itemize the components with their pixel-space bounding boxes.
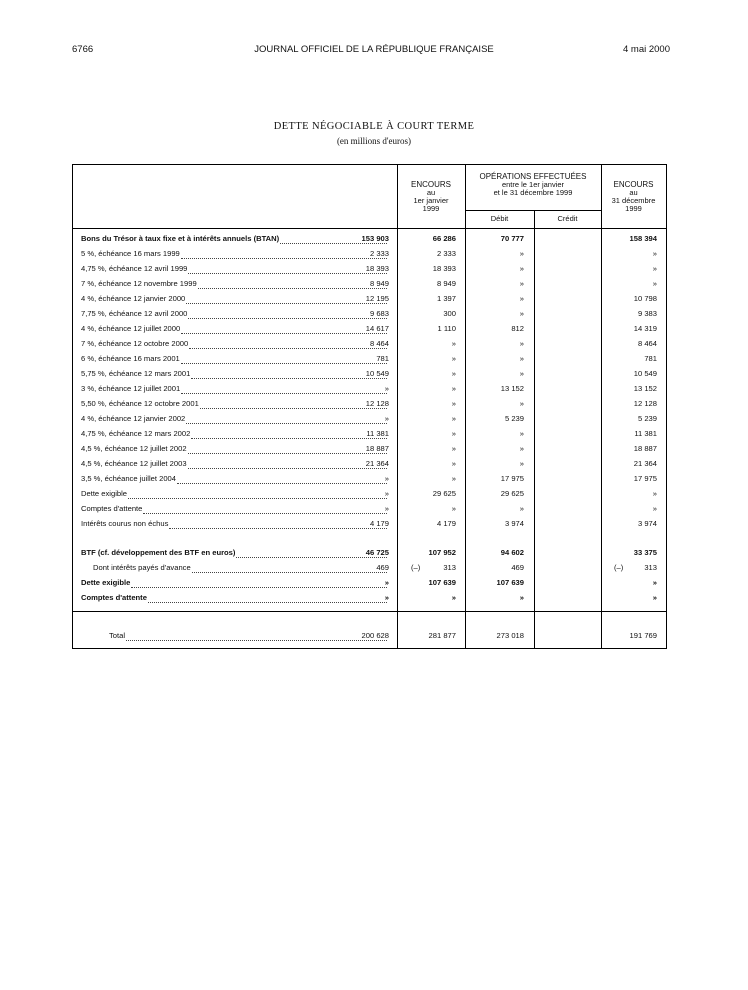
cell-debit: » bbox=[451, 474, 456, 483]
leader-dots bbox=[186, 294, 387, 304]
cell-debit: 29 625 bbox=[432, 489, 456, 498]
cell-end: » bbox=[652, 504, 657, 513]
table-row bbox=[73, 457, 668, 471]
cell-credit: » bbox=[519, 279, 524, 288]
cell-start: 781 bbox=[376, 354, 389, 363]
cell-credit: » bbox=[519, 504, 524, 513]
leader-dots bbox=[181, 384, 387, 394]
cell-debit: 107 639 bbox=[428, 578, 456, 587]
header-encours-end: ENCOURS au 31 décembre 1999 bbox=[611, 180, 656, 213]
cell-credit: » bbox=[519, 264, 524, 273]
table-row bbox=[73, 412, 668, 426]
table-row bbox=[73, 262, 668, 276]
cell-start: 2 333 bbox=[369, 249, 389, 258]
table-row bbox=[73, 502, 668, 516]
cell-debit: » bbox=[451, 429, 456, 438]
table-row bbox=[73, 292, 668, 306]
cell-debit: 1 397 bbox=[436, 294, 456, 303]
cell-start: 11 381 bbox=[366, 429, 389, 438]
header-credit: Crédit bbox=[557, 214, 578, 223]
table-row bbox=[73, 322, 668, 336]
leader-dots bbox=[192, 563, 387, 573]
cell-start: 14 617 bbox=[365, 324, 389, 333]
negative-sign: (–) bbox=[614, 563, 624, 572]
row-label: Dont intérêts payés d'avance bbox=[81, 561, 391, 575]
table-row bbox=[73, 427, 668, 441]
leader-dots bbox=[191, 429, 387, 439]
leader-dots bbox=[189, 339, 387, 349]
cell-start: » bbox=[384, 489, 389, 498]
cell-start: 18 887 bbox=[365, 444, 389, 453]
cell-debit: 313 bbox=[443, 563, 456, 572]
cell-debit: » bbox=[451, 384, 456, 393]
cell-end: 158 394 bbox=[629, 234, 657, 243]
cell-end: 313 bbox=[644, 563, 657, 572]
cell-start: 21 364 bbox=[365, 459, 389, 468]
leader-dots bbox=[169, 519, 387, 529]
cell-debit: 300 bbox=[443, 309, 456, 318]
row-label: 7,75 %, échéance 12 avril 2000 bbox=[81, 307, 391, 321]
debt-table bbox=[72, 164, 667, 649]
journal-title: JOURNAL OFFICIEL DE LA RÉPUBLIQUE FRANÇAISE bbox=[254, 44, 494, 55]
cell-end: 9 383 bbox=[637, 309, 657, 318]
cell-start: » bbox=[384, 578, 389, 587]
row-label: 4 %, échéance 12 janvier 2000 bbox=[81, 292, 391, 306]
cell-start: » bbox=[384, 384, 389, 393]
page-number: 6766 bbox=[72, 44, 94, 55]
cell-credit: 469 bbox=[511, 563, 524, 572]
table-row bbox=[73, 247, 668, 261]
cell-debit: » bbox=[451, 504, 456, 513]
leader-dots bbox=[186, 414, 387, 424]
leader-dots bbox=[181, 249, 387, 259]
table-row bbox=[73, 517, 668, 531]
cell-credit: » bbox=[519, 369, 524, 378]
table-row bbox=[73, 472, 668, 486]
row-label: 5,50 %, échéance 12 octobre 2001 bbox=[81, 397, 391, 411]
cell-credit: 812 bbox=[511, 324, 524, 333]
cell-credit: » bbox=[519, 339, 524, 348]
document-title: DETTE NÉGOCIABLE À COURT TERME bbox=[273, 121, 475, 132]
cell-debit: » bbox=[451, 414, 456, 423]
cell-start: » bbox=[384, 593, 389, 602]
row-label: 3 %, échéance 12 juillet 2001 bbox=[81, 382, 391, 396]
cell-debit: » bbox=[451, 459, 456, 468]
leader-dots bbox=[126, 631, 387, 641]
table-row bbox=[73, 277, 668, 291]
cell-credit: » bbox=[519, 309, 524, 318]
cell-end: 3 974 bbox=[637, 519, 657, 528]
table-row bbox=[73, 442, 668, 456]
cell-credit: » bbox=[519, 249, 524, 258]
cell-debit: 66 286 bbox=[432, 234, 456, 243]
cell-start: 200 628 bbox=[361, 631, 389, 640]
cell-debit: » bbox=[451, 369, 456, 378]
leader-dots bbox=[181, 354, 387, 364]
row-label: 4,75 %, échéance 12 avril 1999 bbox=[81, 262, 391, 276]
cell-start: » bbox=[384, 504, 389, 513]
leader-dots bbox=[188, 444, 387, 454]
cell-end: 17 975 bbox=[633, 474, 657, 483]
row-label: 5 %, échéance 16 mars 1999 bbox=[81, 247, 391, 261]
leader-dots bbox=[177, 474, 387, 484]
cell-credit: » bbox=[519, 294, 524, 303]
publication-date: 4 mai 2000 bbox=[622, 44, 670, 55]
header-operations: OPÉRATIONS EFFECTUÉES entre le 1er janvier et le 31 décembre 1999 bbox=[479, 172, 587, 197]
table-row bbox=[73, 487, 668, 501]
row-label: 7 %, échéance 12 octobre 2000 bbox=[81, 337, 391, 351]
cell-end: » bbox=[652, 279, 657, 288]
table-row bbox=[73, 352, 668, 366]
leader-dots bbox=[131, 578, 387, 588]
cell-credit: 94 602 bbox=[500, 548, 524, 557]
row-label: 4 %, échéance 12 janvier 2002 bbox=[81, 412, 391, 426]
cell-debit: 18 393 bbox=[432, 264, 456, 273]
header-debit: Débit bbox=[490, 214, 509, 223]
cell-end: 8 464 bbox=[637, 339, 657, 348]
row-label: Dette exigible bbox=[81, 576, 391, 590]
cell-end: » bbox=[652, 264, 657, 273]
cell-debit: » bbox=[451, 399, 456, 408]
leader-dots bbox=[143, 504, 387, 514]
cell-debit: 107 952 bbox=[428, 548, 456, 557]
cell-end: 11 381 bbox=[634, 429, 657, 438]
cell-end: 10 798 bbox=[633, 294, 657, 303]
cell-end: 781 bbox=[644, 354, 657, 363]
cell-debit: 4 179 bbox=[436, 519, 456, 528]
cell-debit: 1 110 bbox=[437, 324, 456, 333]
row-label: Bons du Trésor à taux fixe et à intérêts annuels (BTAN) bbox=[81, 232, 391, 246]
table-body bbox=[73, 165, 668, 650]
cell-credit: » bbox=[519, 593, 524, 602]
table-row bbox=[73, 307, 668, 321]
row-label: Comptes d'attente bbox=[81, 591, 391, 605]
cell-debit: » bbox=[451, 339, 456, 348]
cell-end: 21 364 bbox=[633, 459, 657, 468]
cell-credit: » bbox=[519, 444, 524, 453]
cell-end: 10 549 bbox=[633, 369, 657, 378]
negative-sign: (–) bbox=[411, 563, 421, 572]
cell-debit: 2 333 bbox=[436, 249, 456, 258]
cell-credit: 3 974 bbox=[504, 519, 524, 528]
cell-end: 18 887 bbox=[633, 444, 657, 453]
cell-start: 8 949 bbox=[369, 279, 389, 288]
cell-start: » bbox=[384, 474, 389, 483]
row-label: 4,5 %, échéance 12 juillet 2003 bbox=[81, 457, 391, 471]
cell-start: » bbox=[384, 414, 389, 423]
leader-dots bbox=[188, 264, 387, 274]
cell-end: 5 239 bbox=[637, 414, 657, 423]
cell-start: 469 bbox=[376, 563, 389, 572]
cell-end: 12 128 bbox=[633, 399, 657, 408]
cell-start: 153 903 bbox=[361, 234, 389, 243]
cell-credit: 273 018 bbox=[496, 631, 524, 640]
cell-end: » bbox=[652, 593, 657, 602]
cell-end: 13 152 bbox=[633, 384, 657, 393]
row-label: 3,5 %, échéance juillet 2004 bbox=[81, 472, 391, 486]
cell-debit: 281 877 bbox=[428, 631, 456, 640]
cell-credit: 107 639 bbox=[496, 578, 524, 587]
cell-credit: » bbox=[519, 399, 524, 408]
table-row bbox=[73, 591, 668, 605]
row-label: Dette exigible bbox=[81, 487, 391, 501]
table-row bbox=[73, 576, 668, 590]
row-label: Comptes d'attente bbox=[81, 502, 391, 516]
leader-dots bbox=[188, 459, 387, 469]
table-row bbox=[73, 546, 668, 560]
cell-end: 191 769 bbox=[629, 631, 657, 640]
cell-start: 46 725 bbox=[365, 548, 389, 557]
row-label: 7 %, échéance 12 novembre 1999 bbox=[81, 277, 391, 291]
cell-start: 9 683 bbox=[369, 309, 389, 318]
cell-debit: » bbox=[451, 593, 456, 602]
cell-credit: 70 777 bbox=[500, 234, 524, 243]
cell-start: 8 464 bbox=[369, 339, 389, 348]
row-label: Total bbox=[81, 629, 391, 643]
cell-credit: » bbox=[519, 354, 524, 363]
total-row bbox=[73, 629, 668, 643]
cell-debit: » bbox=[451, 444, 456, 453]
cell-debit: » bbox=[451, 354, 456, 363]
leader-dots bbox=[198, 279, 387, 289]
leader-dots bbox=[191, 369, 387, 379]
leader-dots bbox=[200, 399, 387, 409]
table-row bbox=[73, 397, 668, 411]
cell-credit: 29 625 bbox=[500, 489, 524, 498]
cell-credit: » bbox=[519, 459, 524, 468]
leader-dots bbox=[128, 489, 387, 499]
cell-credit: » bbox=[519, 429, 524, 438]
leader-dots bbox=[181, 324, 387, 334]
cell-end: » bbox=[652, 578, 657, 587]
cell-end: 14 319 bbox=[633, 324, 657, 333]
cell-end: » bbox=[652, 489, 657, 498]
row-label: 5,75 %, échéance 12 mars 2001 bbox=[81, 367, 391, 381]
cell-debit: 8 949 bbox=[436, 279, 456, 288]
cell-credit: 5 239 bbox=[504, 414, 524, 423]
table-row bbox=[73, 561, 668, 575]
cell-start: 18 393 bbox=[365, 264, 389, 273]
cell-start: 12 128 bbox=[365, 399, 389, 408]
row-label: BTF (cf. développement des BTF en euros) bbox=[81, 546, 391, 560]
cell-start: 10 549 bbox=[365, 369, 389, 378]
header-encours-start: ENCOURS au 1er janvier 1999 bbox=[410, 180, 451, 213]
cell-credit: 13 152 bbox=[500, 384, 524, 393]
leader-dots bbox=[236, 548, 387, 558]
document-subtitle: (en millions d'euros) bbox=[336, 136, 412, 146]
table-row bbox=[73, 337, 668, 351]
leader-dots bbox=[148, 593, 387, 603]
cell-end: » bbox=[652, 249, 657, 258]
row-label: 4,5 %, échéance 12 juillet 2002 bbox=[81, 442, 391, 456]
table-row bbox=[73, 367, 668, 381]
row-label: Intérêts courus non échus bbox=[81, 517, 391, 531]
cell-end: 33 375 bbox=[633, 548, 657, 557]
row-label: 6 %, échéance 16 mars 2001 bbox=[81, 352, 391, 366]
table-row bbox=[73, 382, 668, 396]
table-row bbox=[73, 232, 668, 246]
cell-start: 4 179 bbox=[369, 519, 389, 528]
row-label: 4 %, échéance 12 juillet 2000 bbox=[81, 322, 391, 336]
leader-dots bbox=[188, 309, 387, 319]
row-label: 4,75 %, échéance 12 mars 2002 bbox=[81, 427, 391, 441]
cell-start: 12 195 bbox=[365, 294, 389, 303]
cell-credit: 17 975 bbox=[500, 474, 524, 483]
